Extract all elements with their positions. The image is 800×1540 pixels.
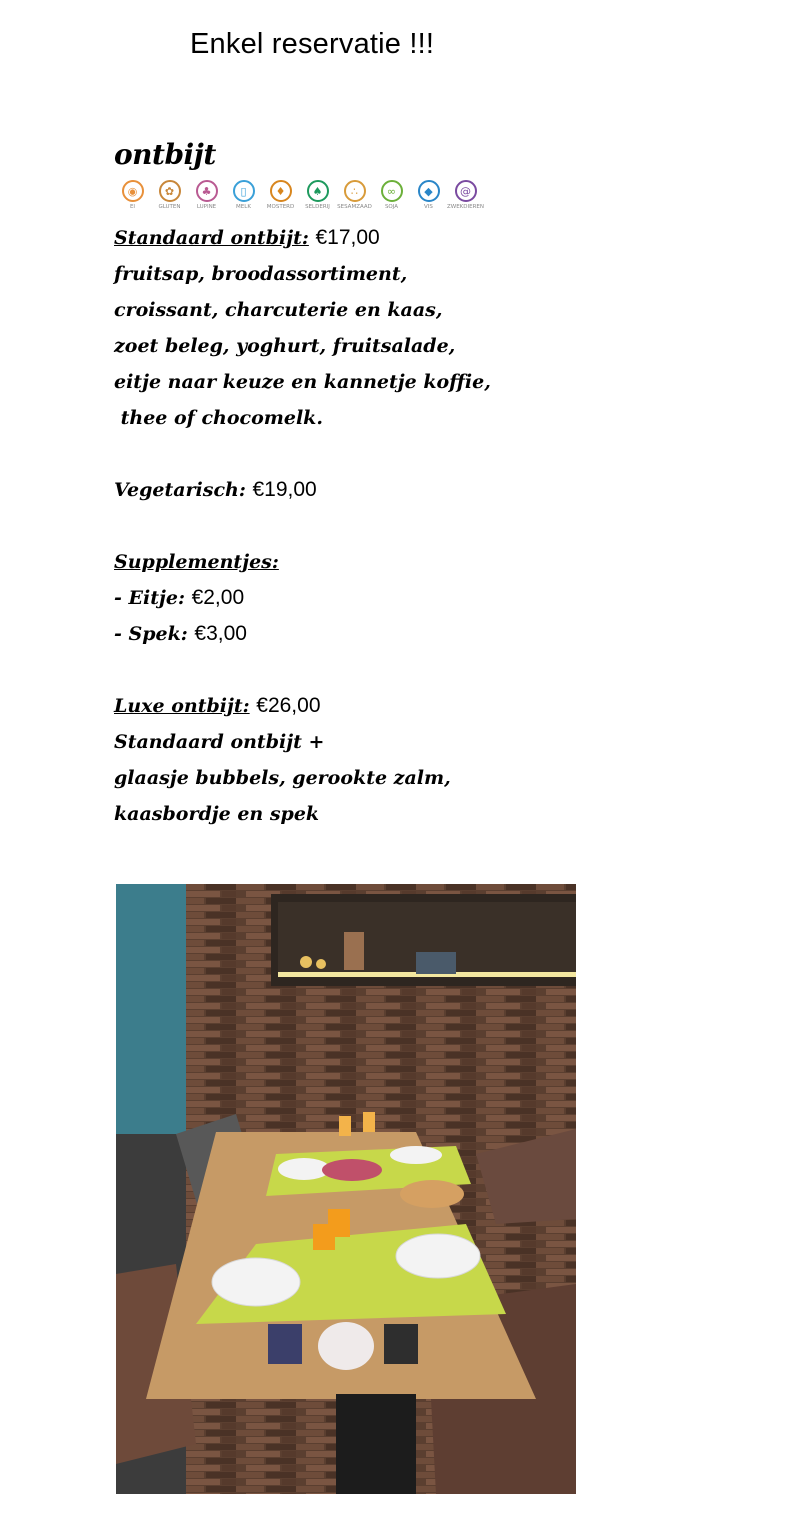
supplement-item — [114, 616, 594, 652]
menu-description-line: kaasbordje en spek — [114, 803, 320, 825]
supplements-label: Supplementjes: — [114, 551, 279, 573]
allergen-label: SOJA — [384, 204, 399, 210]
standard-breakfast-label: Standaard ontbijt: — [114, 227, 309, 249]
allergen-legend — [118, 180, 594, 220]
mustard-icon: ♦ — [270, 180, 292, 202]
menu-description-line: croissant, charcuterie en kaas, — [114, 299, 443, 321]
allergen-item — [446, 180, 485, 220]
allergen-item — [303, 180, 332, 220]
supplement-label: - Spek: — [114, 623, 188, 645]
vegetarian-price: €19,00 — [252, 478, 317, 501]
supplements-title — [114, 544, 594, 580]
menu-heading: ontbijt — [114, 138, 216, 171]
allergen-label: SELDERIJ — [305, 204, 330, 210]
supplement-price: €3,00 — [194, 622, 247, 645]
sesame-icon: ∴ — [344, 180, 366, 202]
allergen-label: GLUTEN — [158, 204, 181, 210]
supplement-item — [114, 580, 594, 616]
allergen-label: ZWEKDIEREN — [446, 204, 485, 210]
gluten-icon: ✿ — [159, 180, 181, 202]
celery-icon: ♠ — [307, 180, 329, 202]
mollusc-icon: @ — [455, 180, 477, 202]
supplement-price: €2,00 — [191, 586, 245, 609]
supplement-label: - Eitje: — [114, 587, 185, 609]
soy-icon: ∞ — [381, 180, 403, 202]
vegetarian-label: Vegetarisch: — [114, 479, 246, 501]
menu-description-line: Standaard ontbijt + — [114, 731, 325, 753]
standard-breakfast-title — [114, 220, 594, 256]
menu-description-line: thee of chocomelk. — [114, 407, 323, 429]
page-title: Enkel reservatie !!! — [190, 28, 435, 60]
luxe-breakfast-price: €26,00 — [256, 694, 321, 717]
allergen-label: SESAMZAAD — [337, 204, 372, 210]
egg-icon: ◉ — [122, 180, 144, 202]
menu-description-line: glaasje bubbels, gerookte zalm, — [114, 767, 451, 789]
luxe-breakfast-title — [114, 688, 594, 724]
allergen-label: LUPINE — [196, 204, 217, 210]
allergen-item — [118, 180, 147, 220]
luxe-breakfast-label: Luxe ontbijt: — [114, 695, 250, 717]
allergen-item — [414, 180, 443, 220]
vegetarian-title — [114, 472, 594, 508]
allergen-item — [266, 180, 295, 220]
allergen-item — [155, 180, 184, 220]
menu-description-line: fruitsap, broodassortiment, — [114, 263, 408, 285]
fish-icon: ◆ — [418, 180, 440, 202]
allergen-label: MELK — [236, 204, 251, 210]
allergen-item — [229, 180, 258, 220]
breakfast-menu — [114, 138, 594, 832]
menu-description-line: eitje naar keuze en kannetje koffie, — [114, 371, 491, 393]
allergen-label: EI — [129, 204, 136, 210]
menu-description-line: zoet beleg, yoghurt, fruitsalade, — [114, 335, 456, 357]
allergen-item — [192, 180, 221, 220]
allergen-item — [377, 180, 406, 220]
breakfast-table-photo — [116, 884, 576, 1494]
allergen-item — [337, 180, 372, 220]
standard-breakfast-price: €17,00 — [315, 226, 380, 249]
allergen-label: VIS — [424, 204, 433, 210]
allergen-label: MOSTERD — [266, 204, 295, 210]
lupine-icon: ♣ — [196, 180, 218, 202]
milk-icon: ▯ — [233, 180, 255, 202]
